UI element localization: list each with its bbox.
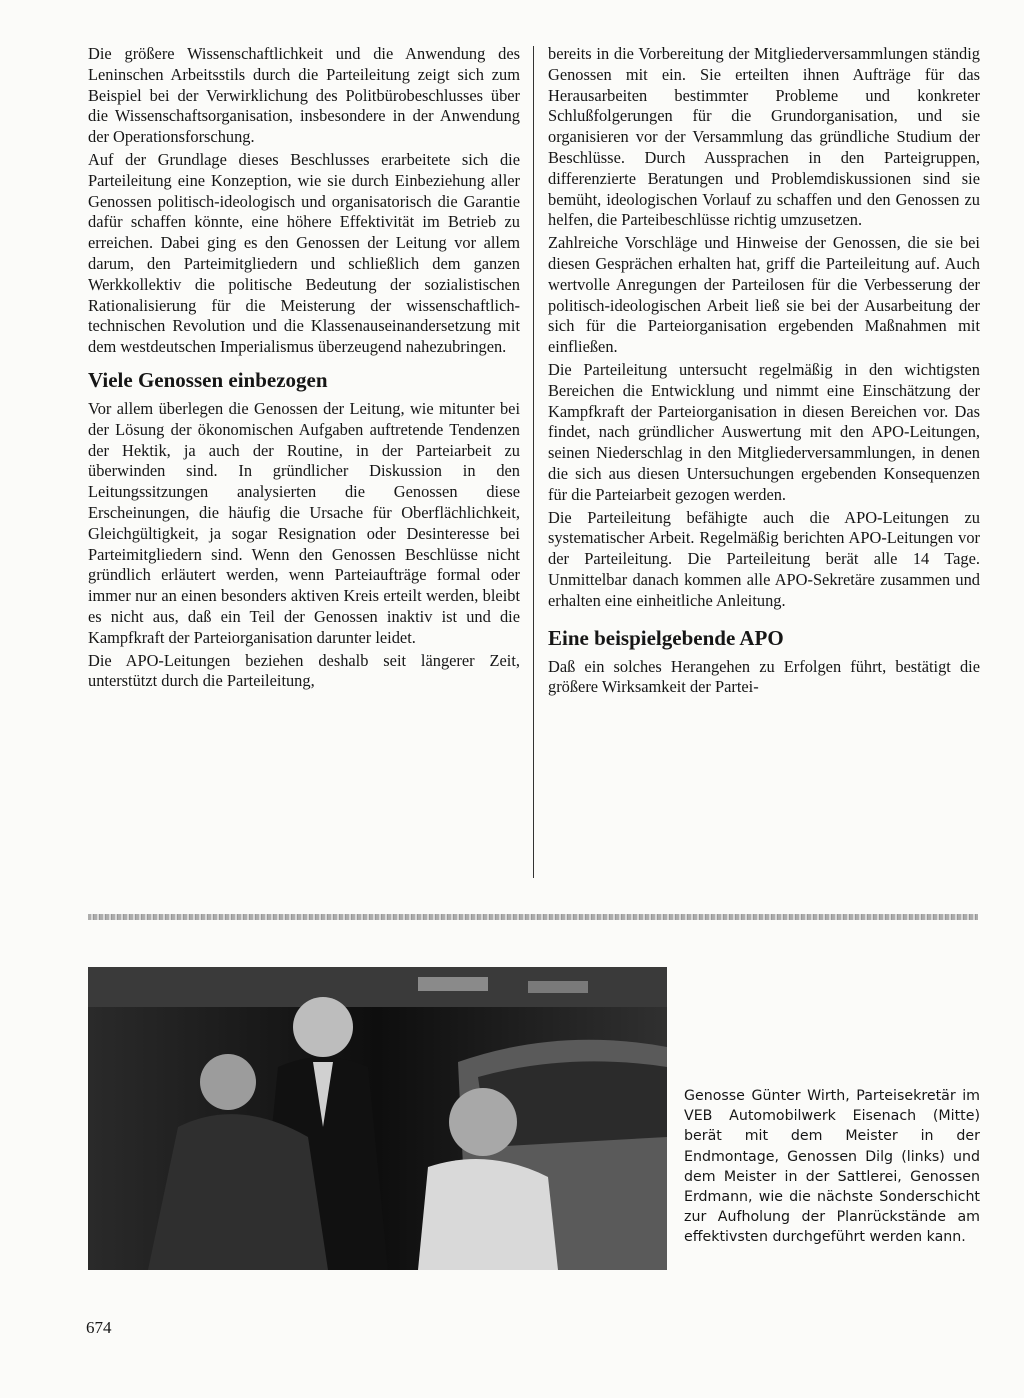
paragraph: Die größere Wissenschaftlichkeit und die Anwendung des Leninschen Arbeitsstils durch die Parteileitung zeigt sich zum Beispiel bei der Verwirklichung des Politbürobeschlusses über die Wissenschaftsorganisation, insbesondere in der Anwendung der Operationsforschung.	[88, 44, 520, 147]
decorative-rule	[88, 914, 978, 920]
page-number: 674	[86, 1318, 112, 1337]
paragraph: Auf der Grundlage dieses Beschlusses erarbeitete sich die Parteileitung eine Konzeption, wie sie durch Einbeziehung aller Genossen politisch-ideologisch und organisatorisch die Garantie dafür schaffen könnte, eine höhere Effektivität im Betrieb zu erreichen. Dabei ging es den Genossen der Leitung vor allem darum, den Parteimitgliedern und schließlich dem ganzen Werkkollektiv die politische Bedeutung der sozialistischen Rationalisierung für die Meisterung der wissenschaftlich-technischen Revolution und die Klassenauseinandersetzung mit dem westdeutschen Imperialismus überzeugend nahezubringen.	[88, 149, 520, 357]
left-column	[88, 44, 520, 694]
paragraph: Zahlreiche Vorschläge und Hinweise der Genossen, die sie bei diesen Gesprächen erhalten hat, griff die Parteileitung auf. Auch wertvolle Anregungen der Parteilosen für die Verbesserung der politisch-ideologischen Arbeit ließ sie bei der Ausarbeitung der sich für die Parteiorganisation ergebenden Maßnahmen mit einfließen.	[548, 233, 980, 357]
paragraph: Die Parteileitung untersucht regelmäßig in den wichtigsten Bereichen die Entwicklung und nimmt eine Einschätzung der Kampfkraft der Parteiorganisation in diesen Bereichen vor. Das findet, nach gründlicher Auswertung mit den APO-Leitungen, seinen Niederschlag in den Mitgliederversammlungen, in denen die sich aus diesen Untersuchungen ergebenden Konsequenzen für die Parteiarbeit gezogen werden.	[548, 359, 980, 504]
photograph	[88, 967, 667, 1270]
column-divider	[533, 46, 534, 878]
section-heading: Viele Genossen einbezogen	[88, 367, 328, 392]
paragraph: Vor allem überlegen die Genossen der Leitung, wie mitunter bei der Lösung der ökonomischen Aufgaben auftretende Tendenzen der Hektik, ja auch der Routine, in der Parteiarbeit zu überwinden sind. In gründlicher Diskussion in den Leitungssitzungen analysierten die Genossen diese Erscheinungen, die häufig die Ursache für Oberflächlichkeit, Gleichgültigkeit, ja sogar Resignation oder Desinteresse bei Parteimitgliedern sind. Wenn den Genossen Beschlüsse nicht gründlich erläutert werden, wenn Parteiaufträge formal oder immer nur an einen besonders aktiven Kreis erteilt werden, bleibt es nicht aus, daß ein Teil der Genossen inaktiv ist und die Kampfkraft der Parteiorganisation darunter leidet.	[88, 398, 520, 647]
photo-caption: Genosse Günter Wirth, Parteisekretär im VEB Automobilwerk Eisenach (Mitte) berät mit dem Meister in der Endmontage, Genossen Dilg (links) und dem Meister in der Sattlerei, Genossen Erdmann, wie die nächste Sonderschicht zur Aufholung der Planrückstände am effektivsten durchgeführt werden kann.	[684, 1088, 980, 1246]
paragraph: Die Parteileitung befähigte auch die APO-Leitungen zu systematischer Arbeit. Regelmäßig berichten APO-Leitungen vor der Parteileitung. Die Parteileitung berät alle 14 Tage. Unmittelbar danach kommen alle APO-Sekretäre zusammen und erhalten eine einheitliche Anleitung.	[548, 507, 980, 610]
paragraph: Die APO-Leitungen beziehen deshalb seit längerer Zeit, unterstützt durch die Parteileitung,	[88, 650, 520, 691]
paragraph: bereits in die Vorbereitung der Mitgliederversammlungen ständig Genossen mit ein. Sie erteilten ihnen Aufträge für das Herausarbeiten bestimmter Probleme und konkreter Schlußfolgerungen für die Grundorganisation, und sie organisieren vor der Versammlung das gründliche Studium der Beschlüsse. Durch Aussprachen in den Parteigruppen, differenzierte Beratungen und Problemdiskussionen sind sie bemüht, ideologischen Vorlauf zu schaffen und den Genossen zu helfen, die Parteibeschlüsse richtig umzusetzen.	[548, 44, 980, 230]
right-column	[548, 44, 980, 700]
paragraph: Daß ein solches Herangehen zu Erfolgen führt, bestätigt die größere Wirksamkeit der Partei-	[548, 656, 980, 697]
section-heading: Eine beispielgebende APO	[548, 625, 784, 650]
